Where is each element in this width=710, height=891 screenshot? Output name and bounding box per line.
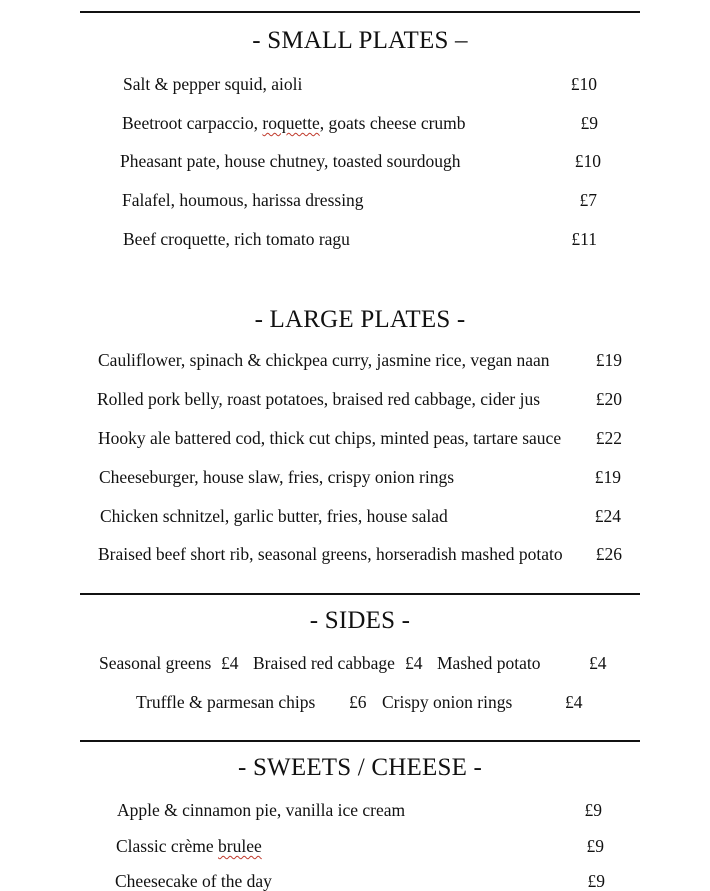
sweet-price: £9: [584, 800, 602, 820]
side-name: Truffle & parmesan chips: [136, 692, 316, 712]
small-plate-price: £10: [570, 74, 597, 94]
side-price: £4: [565, 692, 583, 712]
sweet-price: £9: [586, 836, 604, 856]
side-price: £4: [405, 653, 423, 673]
large-plate-name: Cauliflower, spinach & chickpea curry, jasmine rice, vegan naan: [98, 350, 550, 370]
large-plate-name: Hooky ale battered cod, thick cut chips, minted peas, tartare sauce: [98, 428, 562, 448]
side-name: Mashed potato: [437, 653, 541, 673]
small-plates-heading: - SMALL PLATES –: [252, 27, 468, 54]
large-plate-price: £19: [594, 467, 621, 487]
item-text: Beetroot carpaccio,: [122, 113, 263, 133]
sweet-price: £9: [587, 871, 605, 891]
sweet-name: Cheesecake of the day: [115, 871, 272, 891]
spellcheck-underlined-word: brulee: [218, 836, 262, 856]
side-name: Seasonal greens: [99, 653, 212, 673]
spellcheck-underlined-word: roquette: [262, 113, 320, 133]
small-plate-price: £9: [580, 113, 598, 133]
large-plate-name: Braised beef short rib, seasonal greens, horseradish mashed potato: [98, 544, 563, 564]
small-plate-price: £7: [579, 190, 597, 210]
large-plate-name: Cheeseburger, house slaw, fries, crispy onion rings: [99, 467, 455, 487]
side-name: Crispy onion rings: [382, 692, 513, 712]
large-plate-name: Rolled pork belly, roast potatoes, braised red cabbage, cider jus: [97, 389, 541, 409]
divider-sides: [80, 593, 640, 595]
small-plate-name: [122, 113, 466, 133]
side-price: £4: [589, 653, 607, 673]
large-plate-name: Chicken schnitzel, garlic butter, fries, house salad: [100, 506, 448, 526]
small-plate-name: Beef croquette, rich tomato ragu: [123, 229, 350, 249]
small-plate-name: Salt & pepper squid, aioli: [123, 74, 303, 94]
item-text: Classic crème: [116, 836, 219, 856]
side-price: £4: [221, 653, 239, 673]
divider-top: [80, 11, 640, 13]
sweet-name: Apple & cinnamon pie, vanilla ice cream: [117, 800, 406, 820]
sides-heading: - SIDES -: [309, 607, 411, 634]
sweet-name: [116, 836, 262, 856]
side-price: £6: [349, 692, 367, 712]
small-plate-name: Pheasant pate, house chutney, toasted sourdough: [120, 151, 461, 171]
small-plate-name: Falafel, houmous, harissa dressing: [122, 190, 364, 210]
large-plate-price: £19: [595, 350, 622, 370]
large-plates-heading: - LARGE PLATES -: [254, 306, 466, 333]
small-plate-price: £10: [574, 151, 601, 171]
large-plate-price: £22: [595, 428, 622, 448]
large-plate-price: £26: [595, 544, 622, 564]
item-text: , goats cheese crumb: [319, 113, 466, 133]
large-plate-price: £20: [595, 389, 622, 409]
small-plate-price: £11: [571, 229, 597, 249]
divider-sweets: [80, 740, 640, 742]
large-plate-price: £24: [594, 506, 621, 526]
sweets-cheese-heading: - SWEETS / CHEESE -: [237, 754, 483, 781]
side-name: Braised red cabbage: [253, 653, 395, 673]
